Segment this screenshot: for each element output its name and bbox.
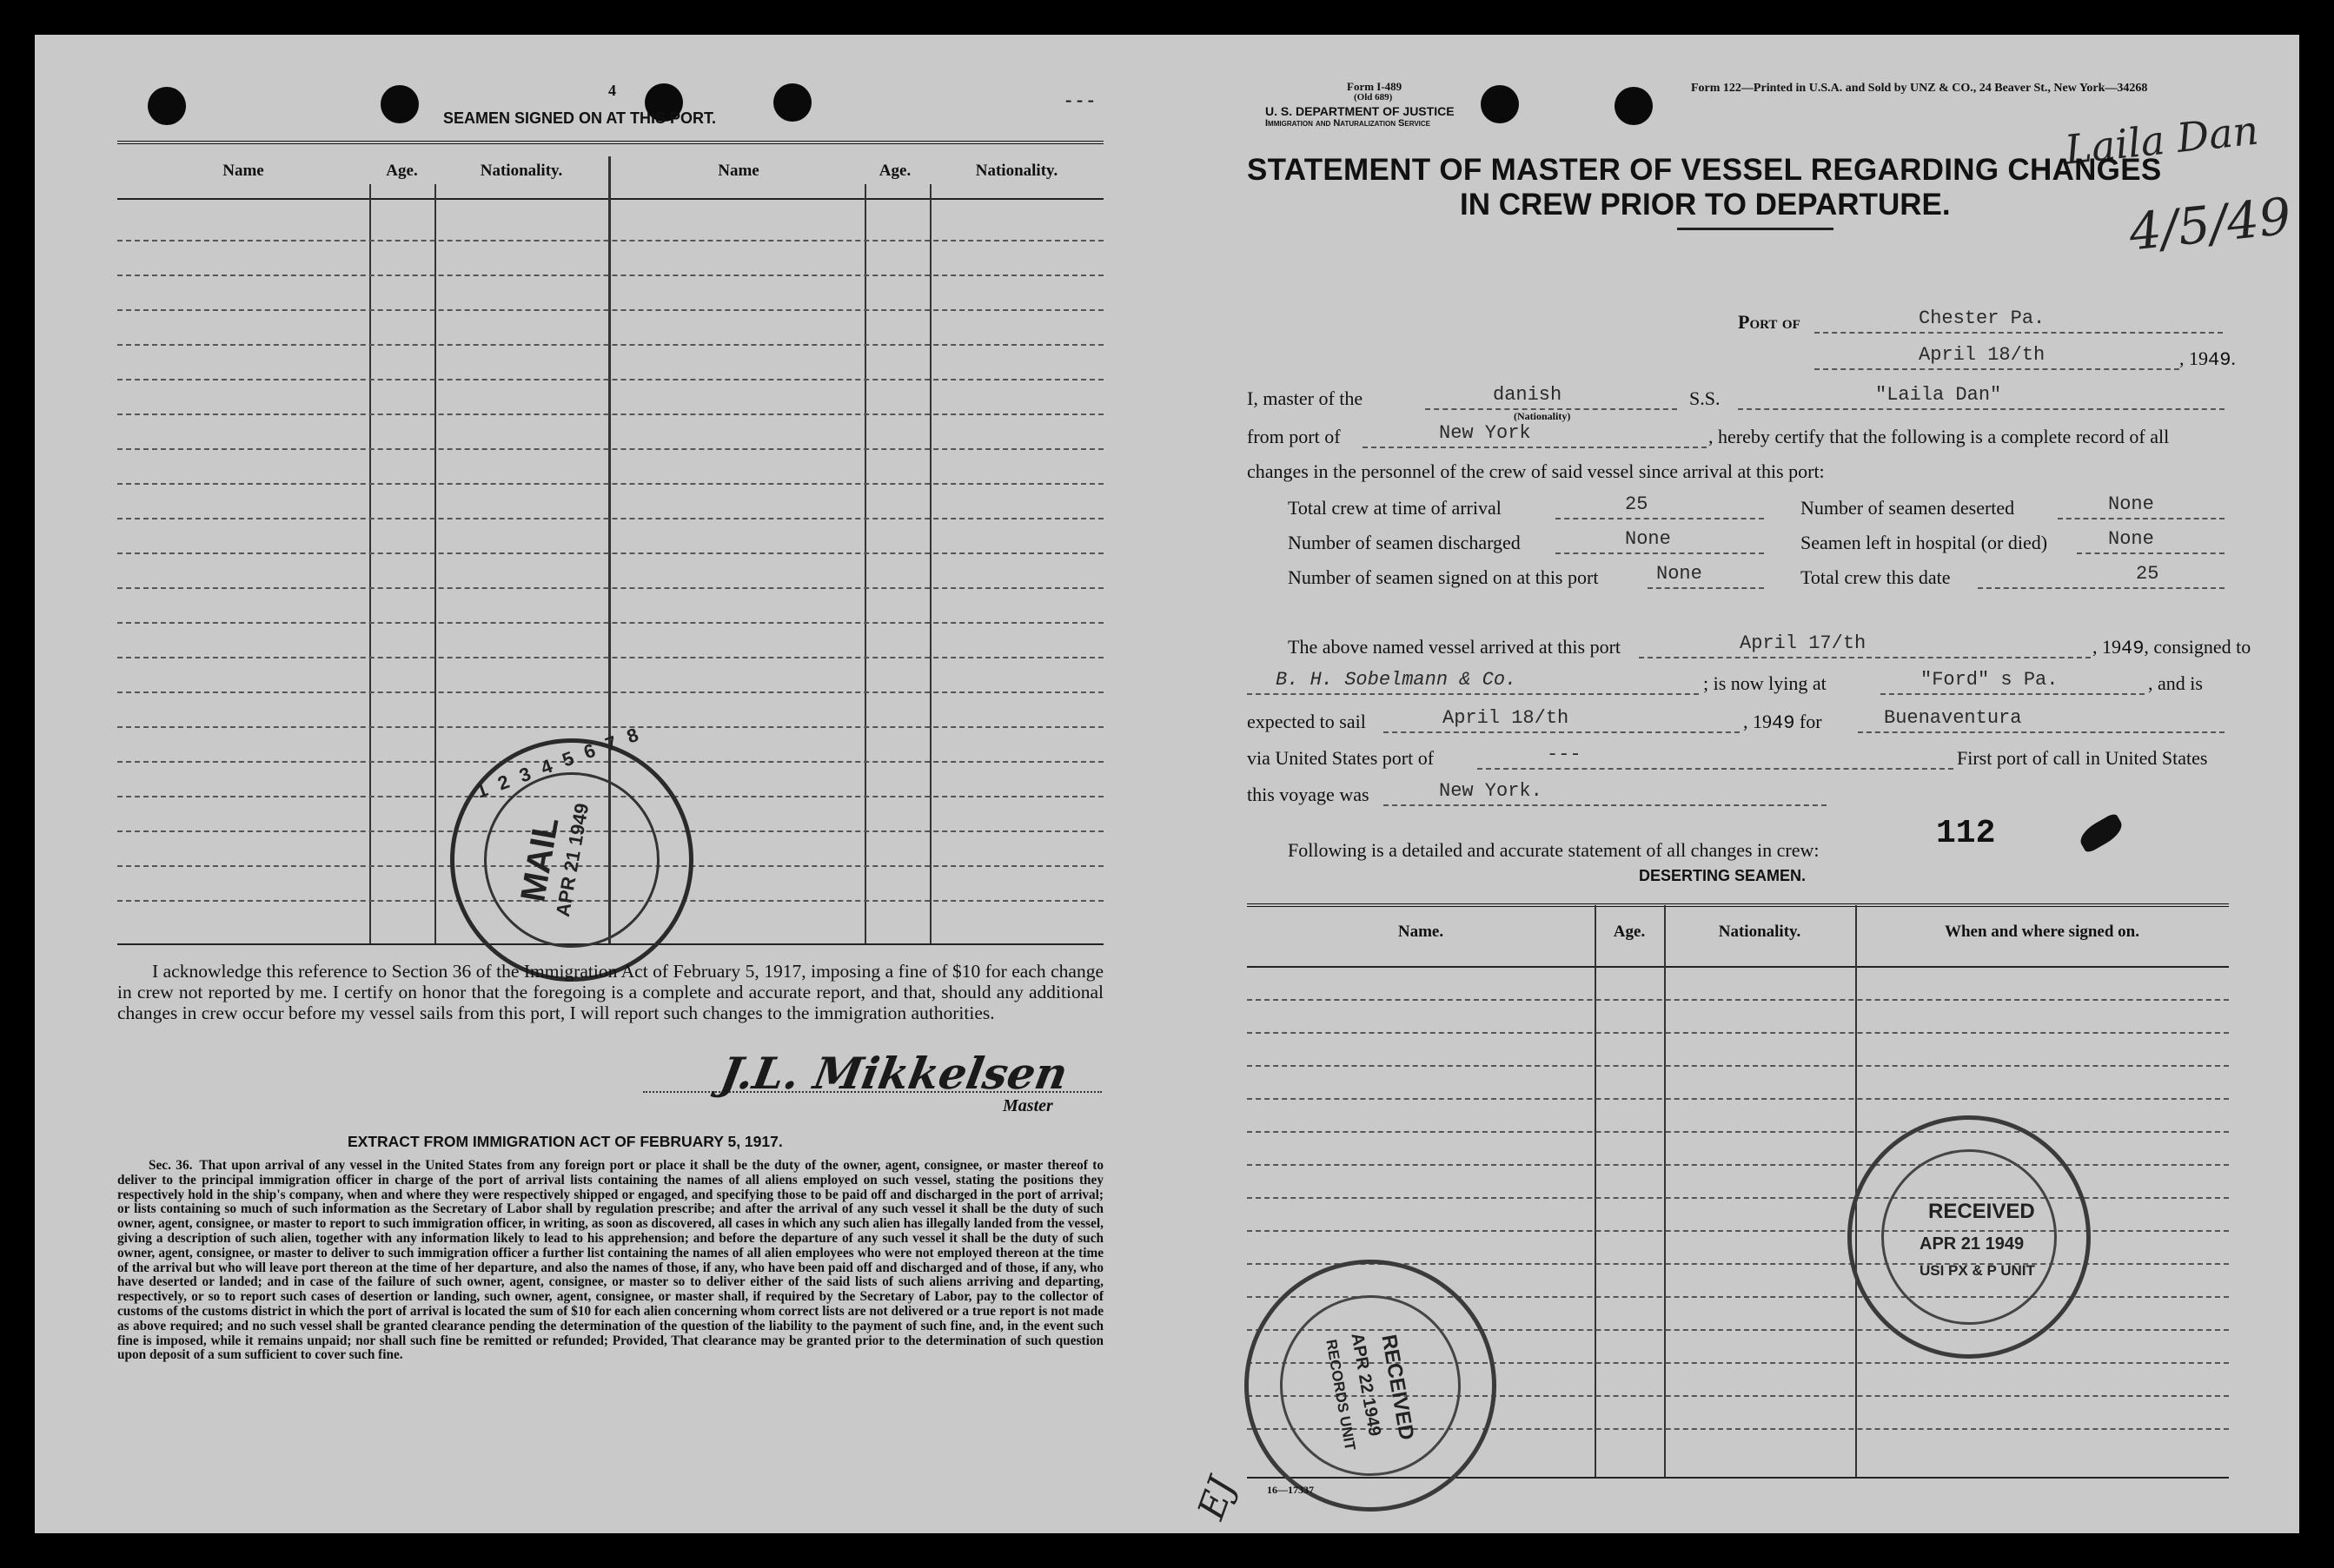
field-underline <box>1858 731 2225 733</box>
received-stamp <box>1847 1115 2091 1359</box>
and-is-label: , and is <box>2148 672 2203 694</box>
date-day-value: April 18/th <box>1919 344 2046 366</box>
title-underline <box>1677 228 1833 230</box>
extract-section: Sec. 36. <box>149 1158 193 1173</box>
for-label: for <box>1799 711 1822 732</box>
printer-line: Form 122—Printed in U.S.A. and Sold by UNZ & CO., 24 Beaver St., New York—34268 <box>1691 82 2148 95</box>
arrived-year-suffix: 49 <box>2121 638 2145 659</box>
punch-hole <box>1481 85 1519 123</box>
discharged-label: Number of seamen discharged <box>1288 532 1521 553</box>
form-old: (Old 689) <box>1354 92 1393 103</box>
field-underline <box>1978 587 2225 589</box>
mail-stamp-date: APR 21 1949 <box>551 801 593 919</box>
port-of-value: Chester Pa. <box>1919 308 2046 329</box>
table-row-line <box>117 309 1104 311</box>
mail-date-stamp <box>450 722 693 982</box>
signature-caption: Master <box>1003 1096 1053 1115</box>
discharged-value: None <box>1625 528 1671 550</box>
field-underline <box>1363 447 1707 448</box>
received-stamp-date: APR 21 1949 <box>1920 1234 2025 1254</box>
dash-marks: - - - <box>1065 89 1094 110</box>
col-header-age-2: Age. <box>879 162 912 180</box>
arrived-year-prefix: 19 <box>2102 636 2121 658</box>
form-title-line1: STATEMENT OF MASTER OF VESSEL REGARDING CHANGES <box>1247 153 2162 187</box>
stamp-number: 112 <box>1936 815 1996 852</box>
field-underline <box>2077 552 2225 554</box>
left-table-top-rule <box>117 141 1104 144</box>
first-call-label: First port of call in United States <box>1957 747 2208 769</box>
field-underline <box>1648 587 1764 589</box>
sail-date-value: April 18/th <box>1442 707 1569 729</box>
total-crew-arrival-label: Total crew at time of arrival <box>1288 497 1502 519</box>
year-suffix-value: 49 <box>2208 349 2231 371</box>
year-prefix: , 1949. <box>2179 347 2236 371</box>
signed-on-label: Number of seamen signed on at this port <box>1288 566 1599 588</box>
table-row-line <box>1247 1065 2229 1067</box>
right-table-top-rule <box>1247 903 2229 907</box>
ss-label: S.S. <box>1689 387 1721 409</box>
extract-text: That upon arrival of any vessel in the United States from any foreign port or place it shall be the duty of the owner, agent, consignee, or master thereof to deliver to the principal immigration officer in charge of the port of arrival lists containing the names of all aliens employed on such vessel, stating the positions they respectively hold in the ship's company, when and where they were respectively shipped or engaged, and specifying those to be paid off and discharged in the port of arrival; or lists containing so much of such information as the Secretary of Labor shall by regulation prescribe; and after the arrival of any such vessel it shall be the duty of such owner, agent, consignee, or master to report to such immigration officer, in writing, as soon as discovered, all cases in which any such alien has illegally landed from the vessel, giving a description of such alien, together with any information likely to lead to his apprehension; and before the departure of any such vessel it shall be the duty of such owner, agent, consignee, or master to deliver to such immigration officer a further list containing the names of all alien employees who were not employed thereon at the time of the arrival but who will leave port thereon at the time of her departure, and also the names of those, if any, who have been paid off and discharged and of those, if any, who have deserted or landed; and in case of the failure of such owner, agent, consignee, or master so to deliver either of the said lists of such aliens arriving and departing, respectively, or so to report such cases of desertion or landing, such owner, agent, consignee, or master shall, if required by the Secretary of Labor, pay to the collector of customs of the customs district in which the port of arrival is located the sum of $10 for each alien concerning whom correct lists are not delivered or a true report is not made as above required; and no such vessel shall be granted clearance pending the determination of the question of the liability to the payment of such fine, and, in the event such fine is imposed, while it remains unpaid; nor shall such fine be remitted or refunded; Provided, That clearance may be granted prior to the determination of such question upon deposit of a sum sufficient to cover such fine. <box>117 1158 1104 1363</box>
document-sheet <box>35 35 2299 1533</box>
nationality-caption: (Nationality) <box>1514 410 1571 422</box>
consigned-label: , consigned to <box>2144 636 2251 658</box>
deserted-value: None <box>2108 493 2154 515</box>
page-number: 4 <box>608 82 616 99</box>
table-row-line <box>1247 1032 2229 1034</box>
col-header-nationality: Nationality. <box>1718 923 1801 941</box>
col-header-age: Age. <box>1613 923 1646 941</box>
table-row-line <box>1247 1098 2229 1100</box>
check-mark <box>2076 812 2126 855</box>
via-port-value: --- <box>1547 744 1581 765</box>
punch-hole <box>148 87 186 125</box>
from-port-value: New York <box>1439 422 1531 444</box>
field-underline <box>1814 368 2179 370</box>
table-row-line <box>117 240 1104 241</box>
consignee-value: B. H. Sobelmann & Co. <box>1276 669 1517 691</box>
sail-year-suffix: 49 <box>1772 712 1795 734</box>
arrived-year: , 1949, consigned to <box>2092 636 2251 659</box>
extract-body <box>117 1159 1104 1363</box>
punch-hole <box>381 85 419 123</box>
col-header-name-2: Name <box>718 162 759 180</box>
received-stamp-word: RECEIVED <box>1928 1200 2035 1223</box>
sail-year: , 1949 for <box>1743 711 1822 734</box>
left-header: SEAMEN SIGNED ON AT THIS PORT. <box>443 109 717 127</box>
acknowledgement-text: I acknowledge this reference to Section 36 of the Immigration Act of February 5, 1917, imposing a fine of $10 for each change in crew not reported by me. I certify on honor that the foregoing is a complete and accurate report, and that, should any additional changes in crew occur before my vessel sails from this port, I will report such changes to the immigration authorities. <box>117 961 1104 1023</box>
arrived-label: The above named vessel arrived at this port <box>1288 636 1621 658</box>
field-underline <box>1383 804 1827 806</box>
field-underline <box>1639 657 2091 658</box>
table-row-line <box>117 587 1104 589</box>
field-underline <box>1555 552 1764 554</box>
field-underline <box>1555 518 1764 519</box>
received-stamp-2-date: APR 22 1949 <box>1347 1331 1384 1438</box>
field-underline <box>1477 768 1953 770</box>
following-text: Following is a detailed and accurate statement of all changes in crew: <box>1288 839 1820 861</box>
right-col-rule <box>1664 905 1666 1479</box>
table-row-line <box>117 483 1104 485</box>
field-underline <box>1814 332 2223 334</box>
punch-hole <box>773 83 812 122</box>
lying-label: ; is now lying at <box>1703 672 1827 694</box>
mail-stamp-numbers: 1 2 3 4 5 6 7 8 <box>473 722 645 803</box>
nationality-value: danish <box>1493 384 1562 406</box>
right-col-rule <box>1595 905 1596 1479</box>
received-stamp-2-word: RECEIVED <box>1376 1333 1419 1442</box>
table-row-line <box>117 379 1104 380</box>
punch-hole <box>1615 87 1653 125</box>
field-underline <box>1247 693 1699 695</box>
table-row-line <box>1247 1164 2229 1166</box>
table-row-line <box>117 518 1104 519</box>
voyage-label: this voyage was <box>1247 784 1369 805</box>
received-stamp-unit: USI PX & P UNIT <box>1920 1262 2035 1279</box>
table-row-line <box>1247 999 2229 1001</box>
col-header-signed-on: When and where signed on. <box>1944 923 2139 941</box>
mail-stamp-word: MAIL <box>514 814 567 905</box>
from-port-label: from port of <box>1247 426 1341 447</box>
service: Immigration and Naturalization Service <box>1265 118 1431 129</box>
form-title-line2: IN CREW PRIOR TO DEPARTURE. <box>1460 188 1951 222</box>
hospital-label: Seamen left in hospital (or died) <box>1800 532 2048 553</box>
sail-year-prefix: 19 <box>1753 711 1772 732</box>
deserting-header: DESERTING SEAMEN. <box>1639 867 1807 884</box>
total-crew-date-value: 25 <box>2136 563 2159 585</box>
department: U. S. DEPARTMENT OF JUSTICE <box>1265 104 1455 118</box>
col-header-age: Age. <box>386 162 418 180</box>
vessel-value: "Laila Dan" <box>1875 384 2002 406</box>
deserted-label: Number of seamen deserted <box>1800 497 2015 519</box>
field-underline <box>1880 693 2145 695</box>
changes-text: changes in the personnel of the crew of said vessel since arrival at this port: <box>1247 460 1825 482</box>
received-stamp-2-unit: RECORDS UNIT <box>1323 1338 1359 1452</box>
handwritten-date: 4/5/49 <box>2125 186 2294 262</box>
total-crew-arrival-value: 25 <box>1625 493 1648 515</box>
table-row-line <box>117 691 1104 693</box>
port-of-label: Port of <box>1738 311 1800 333</box>
table-row-line <box>1247 1131 2229 1133</box>
col-header-nationality-2: Nationality. <box>975 162 1058 180</box>
table-row-line <box>117 726 1104 728</box>
table-row-line <box>117 275 1104 276</box>
table-row-line <box>117 552 1104 554</box>
table-row-line <box>117 622 1104 624</box>
master-label: I, master of the <box>1247 387 1363 409</box>
total-crew-date-label: Total crew this date <box>1800 566 1951 588</box>
handwritten-initials: EJ <box>1189 1471 1243 1525</box>
voyage-value: New York. <box>1439 780 1542 802</box>
certify-text: , hereby certify that the following is a complete record of all <box>1708 426 2170 447</box>
table-row-line <box>117 344 1104 346</box>
hospital-value: None <box>2108 528 2154 550</box>
footer-code: 16—17337 <box>1267 1484 1314 1496</box>
extract-title: EXTRACT FROM IMMIGRATION ACT OF FEBRUARY 5, 1917. <box>348 1133 783 1150</box>
col-header-name: Name. <box>1397 923 1444 941</box>
destination-value: Buenaventura <box>1884 707 2022 729</box>
field-underline <box>1738 408 2225 410</box>
year-prefix-value: 19 <box>2189 347 2208 369</box>
expected-label: expected to sail <box>1247 711 1366 732</box>
via-label: via United States port of <box>1247 747 1435 769</box>
table-row-line <box>117 414 1104 415</box>
col-header-name: Name <box>222 162 264 180</box>
handwritten-vessel-name: Laila Dan <box>2062 106 2261 174</box>
table-row-line <box>117 657 1104 658</box>
field-underline <box>1383 731 1740 733</box>
form-code: Form I-489 <box>1347 80 1402 93</box>
arrived-date-value: April 17/th <box>1740 632 1867 654</box>
field-underline <box>2058 518 2225 519</box>
col-header-nationality: Nationality. <box>480 162 563 180</box>
lying-at-value: "Ford" s Pa. <box>1920 669 2059 691</box>
right-header-rule <box>1247 966 2229 968</box>
table-row-line <box>117 448 1104 450</box>
master-signature: J.L. Mikkelsen <box>716 1048 1072 1099</box>
signed-on-value: None <box>1656 563 1702 585</box>
